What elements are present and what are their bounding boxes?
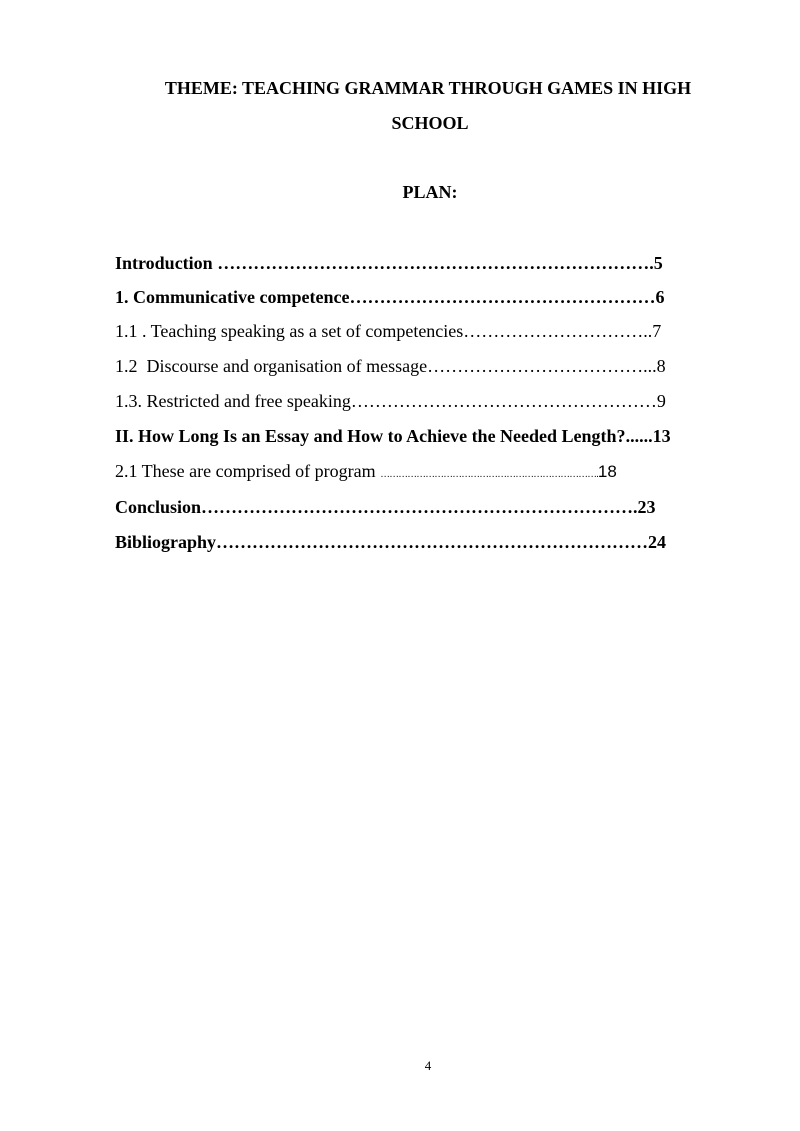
toc-entry-essay-length xyxy=(115,425,671,447)
toc-entry-introduction xyxy=(115,252,663,274)
toc-entry-2-1 xyxy=(115,460,617,486)
document-title-line-1: THEME: TEACHING GRAMMAR THROUGH GAMES IN HIGH xyxy=(164,78,692,98)
toc-leader: …………………………………………… xyxy=(349,287,656,307)
toc-page: 18 xyxy=(597,462,617,481)
toc-page: 9 xyxy=(656,391,666,411)
page-number: 4 xyxy=(424,1058,432,1073)
plan-heading: PLAN: xyxy=(402,182,458,202)
toc-page: 7 xyxy=(652,321,662,341)
toc-entry-1-1 xyxy=(115,320,661,342)
toc-label: 2.1 These are comprised of program xyxy=(115,461,381,481)
toc-page: 13 xyxy=(652,426,671,446)
toc-label: Conclusion xyxy=(115,497,202,517)
toc-leader: ……………………………………………………………… xyxy=(216,532,649,552)
toc-leader: ………………………….. xyxy=(463,321,653,341)
toc-leader: …………………………………………… xyxy=(350,391,657,411)
toc-label: 1.3. Restricted and free speaking xyxy=(115,391,351,411)
toc-page: 24 xyxy=(648,532,667,552)
toc-entry-1-2 xyxy=(115,355,666,377)
toc-leader: ………………………………………………………………. xyxy=(201,497,638,517)
toc-page: 8 xyxy=(656,356,666,376)
toc-page: 23 xyxy=(637,497,656,517)
toc-entry-communicative-competence xyxy=(115,286,664,308)
toc-label: 1.1 . Teaching speaking as a set of competencies xyxy=(115,321,464,341)
toc-leader: ………………………………………………………………. xyxy=(217,253,654,273)
toc-leader: ………………………………... xyxy=(427,356,657,376)
toc-entry-1-3 xyxy=(115,390,666,412)
toc-label: 1. Communicative competence xyxy=(115,287,350,307)
toc-entry-conclusion xyxy=(115,496,656,518)
document-title-line-2: SCHOOL xyxy=(391,113,469,133)
toc-page: 5 xyxy=(653,253,663,273)
toc-label: Introduction xyxy=(115,253,218,273)
toc-leader: ………………………………………………………………. xyxy=(380,469,598,480)
toc-label: II. How Long Is an Essay and How to Achieve the Needed Length? xyxy=(115,426,626,446)
toc-page: 6 xyxy=(655,287,665,307)
toc-label: Bibliography xyxy=(115,532,217,552)
toc-leader: ...... xyxy=(625,426,653,446)
toc-label: 1.2 Discourse and organisation of message xyxy=(115,356,428,376)
toc-entry-bibliography xyxy=(115,531,666,553)
